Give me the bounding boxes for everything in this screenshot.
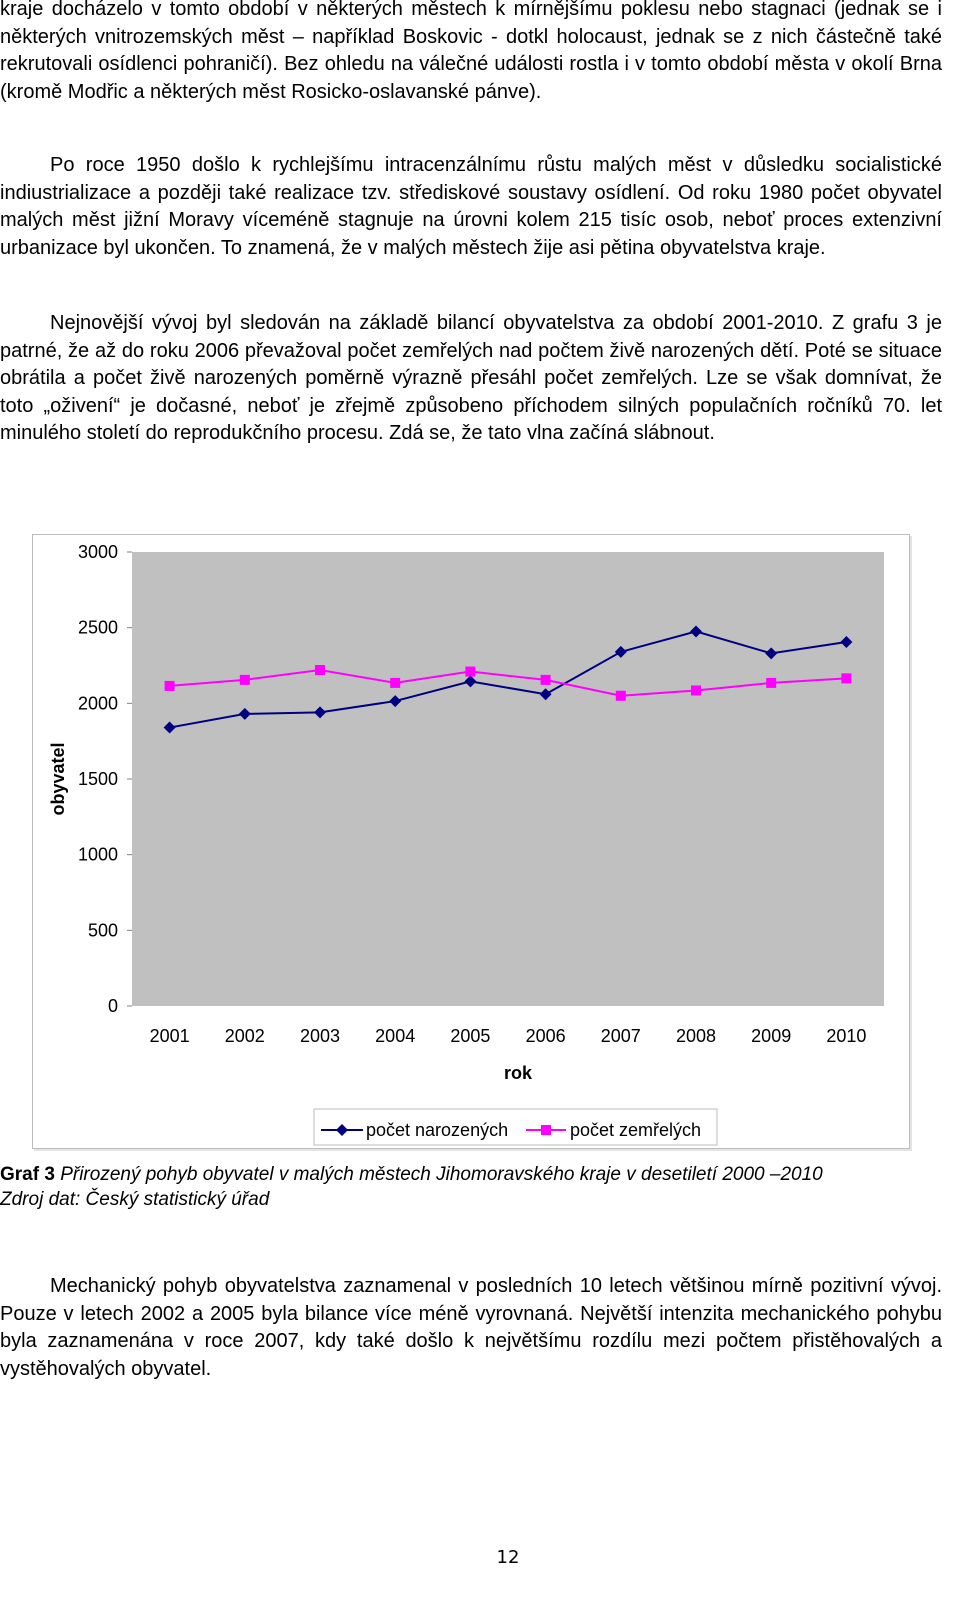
- y-tick-label: 1500: [77, 769, 118, 789]
- x-tick-label: 2004: [375, 1026, 416, 1046]
- line-chart: [33, 535, 909, 1148]
- x-tick-label: 2003: [299, 1026, 341, 1046]
- y-tick-label: 500: [87, 920, 118, 941]
- y-tick-label: 2500: [77, 617, 118, 638]
- x-tick-label: 2002: [224, 1026, 265, 1046]
- x-tick-label: 2001: [149, 1026, 190, 1046]
- legend-marker-deaths: [541, 1125, 551, 1135]
- data-point-deaths: [240, 675, 250, 685]
- y-axis-ticks: [78, 542, 132, 1016]
- legend-label-deaths: počet zemřelých: [570, 1120, 702, 1140]
- caption-source: Zdroj dat: Český statistický úřad: [0, 1189, 270, 1210]
- data-point-deaths: [841, 673, 851, 683]
- chart-caption: [0, 1162, 942, 1212]
- y-tick-label: 3000: [77, 542, 118, 562]
- paragraph-natural-movement: [0, 310, 942, 448]
- plot-area: [132, 552, 884, 1006]
- x-tick-label: 2006: [525, 1026, 566, 1046]
- x-tick-label: 2005: [450, 1026, 491, 1046]
- paragraph-1950-text: Po roce 1950 došlo k rychlejšímu intracenzálnímu růstu malých měst v důsledku socialistické indiustrializace a později také realizace tzv. střediskové soustavy osídlení. Od roku 1980 počet obyvatel malých měst jižní Moravy víceméně stagnuje na úrovni kolem 215 tisíc osob, neboť proces extenzivní urbanizace byl ukončen. To znamená, že v malých městech žije asi pětina obyvatelstva kraje.: [0, 154, 942, 259]
- y-tick-label: 1000: [77, 844, 118, 865]
- paragraph-intro: kraje docházelo v tomto období v některých městech k mírnějšímu poklesu nebo stagnaci (jednak se i některých vnitrozemských měst – například Boskovic - dotkl holocaust, jednak se z nich částečně také rekrutovali osídlenci pohraničí). Bez ohledu na válečné události rostla i v tomto období města v okolí Brna (kromě Modřic a některých měst Rosicko-oslavanské pánve).: [0, 0, 942, 103]
- x-axis-title: rok: [503, 1063, 533, 1083]
- legend-label-births: počet narozených: [366, 1120, 509, 1140]
- y-tick-label: 2000: [77, 693, 118, 714]
- paragraph-natural-movement-text: Nejnovější vývoj byl sledován na základě bilancí obyvatelstva za období 2001-2010. Z grafu 3 je patrné, že až do roku 2006 převažoval počet zemřelých nad počtem živě narozených dětí. Poté se situace obrátila a počet živě narozených poměrně výrazně přesáhl počet zemřelých. Lze se však domnívat, že toto „oživení“ je dočasné, neboť je zřejmě způsobeno příchodem silných populačních ročníků 70. let minulého století do reprodukčního procesu. Zdá se, že tato vlna začíná slábnout.: [0, 312, 942, 444]
- paragraph-mechanical-movement: [0, 1273, 942, 1383]
- data-point-deaths: [616, 691, 626, 701]
- x-tick-label: 2008: [675, 1026, 717, 1046]
- data-point-deaths: [390, 678, 400, 688]
- data-point-deaths: [691, 685, 701, 695]
- paragraph-mechanical-movement-text: Mechanický pohyb obyvatelstva zaznamenal v posledních 10 letech většinou mírně pozitivní vývoj. Pouze v letech 2002 a 2005 byla bilance více méně vyrovnaná. Největší intenzita mechanického pohybu byla zaznamenána v roce 2007, kdy také došlo k největšímu rozdílu mezi počtem přistěhovalých a vystěhovalých obyvatel.: [0, 1275, 942, 1380]
- data-point-deaths: [465, 667, 475, 677]
- data-point-deaths: [315, 665, 325, 675]
- caption-line: [0, 1162, 942, 1187]
- x-tick-label: 2007: [600, 1026, 641, 1046]
- x-tick-label: 2010: [826, 1026, 867, 1046]
- legend: [314, 1109, 717, 1145]
- caption-title: Přirozený pohyb obyvatel v malých městech Jihomoravského kraje v desetiletí 2000 –2010: [60, 1164, 823, 1185]
- caption-label: Graf 3: [0, 1164, 55, 1185]
- data-point-deaths: [766, 678, 776, 688]
- y-axis-title: obyvatel: [48, 742, 68, 816]
- x-tick-label: 2009: [751, 1026, 792, 1046]
- data-point-deaths: [165, 681, 175, 691]
- chart-container: [32, 534, 910, 1149]
- paragraph-1950: [0, 152, 942, 262]
- data-point-deaths: [541, 675, 551, 685]
- x-axis-ticks: [150, 1026, 867, 1046]
- page-number: 12: [496, 1547, 520, 1568]
- y-tick-label: 0: [107, 996, 118, 1016]
